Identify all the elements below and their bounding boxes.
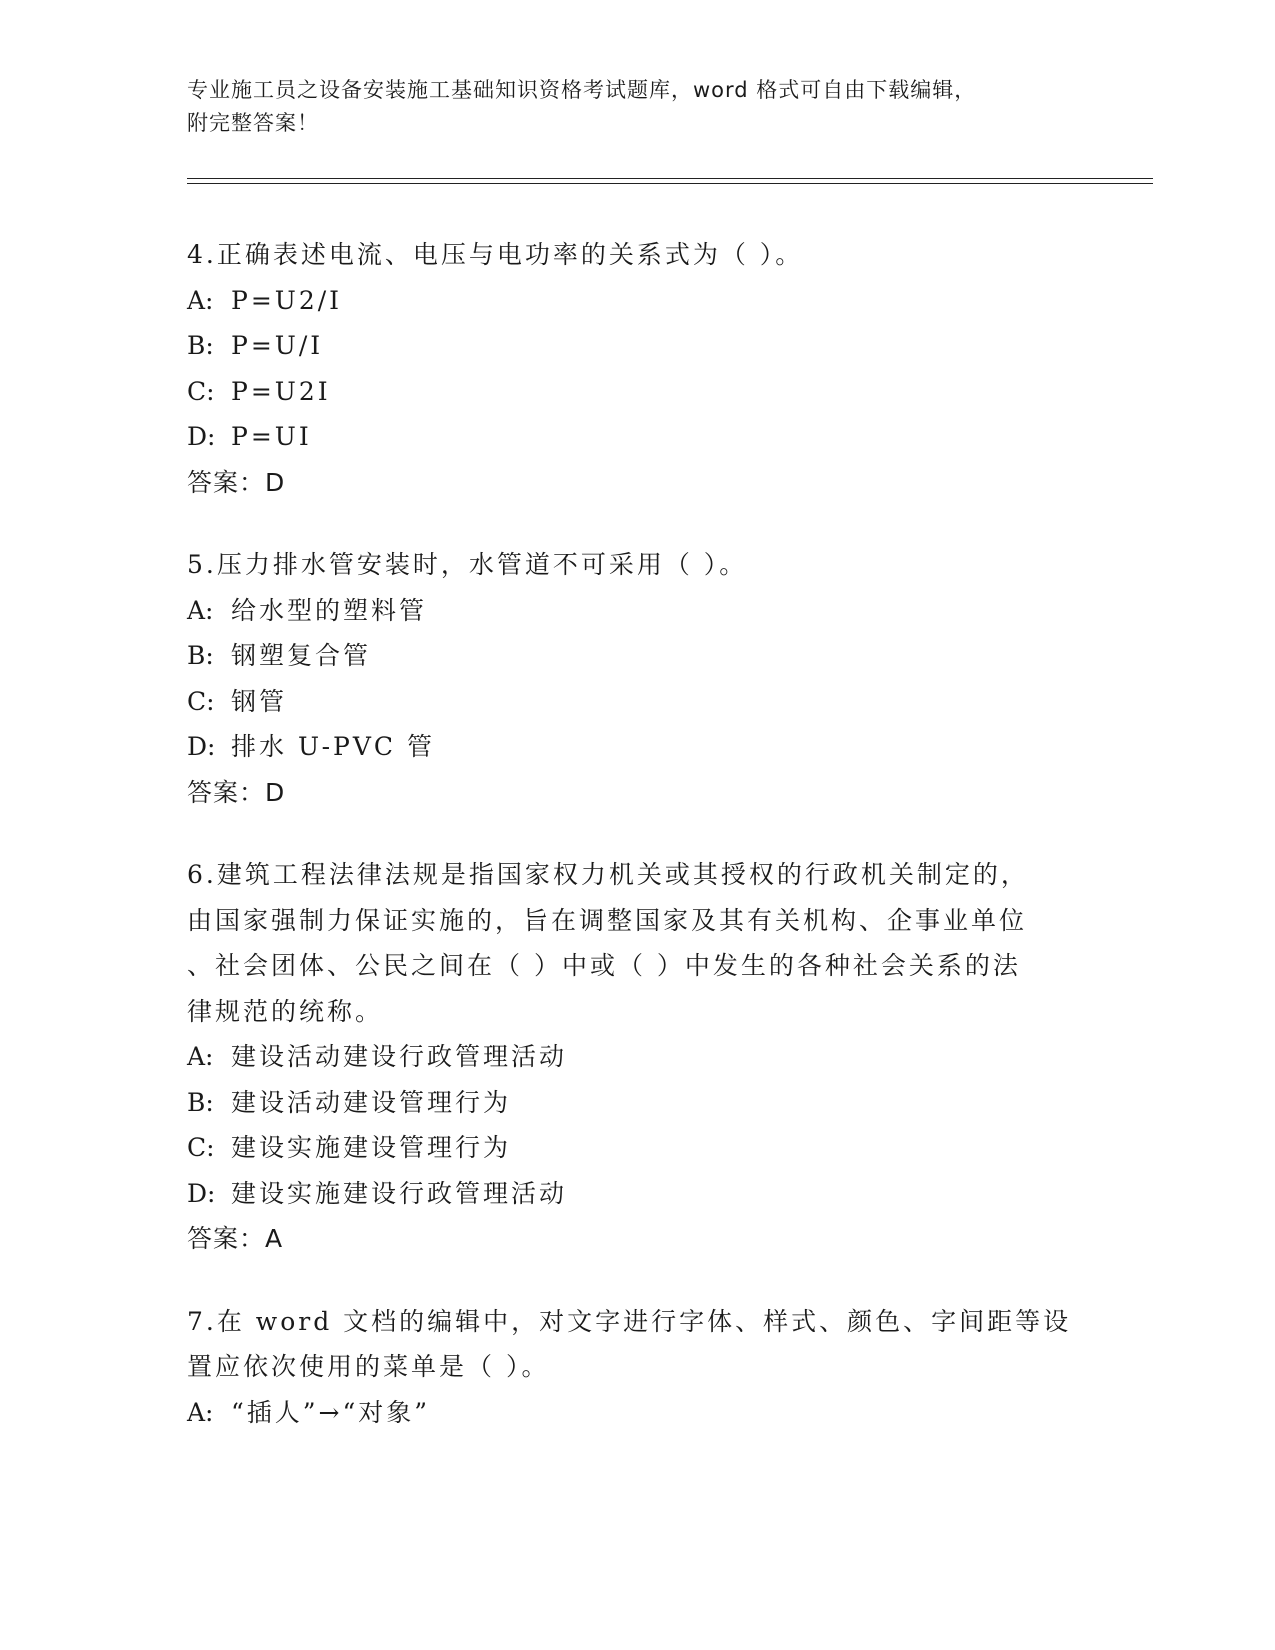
option-letter: A:: [187, 1042, 214, 1071]
option-letter: C:: [187, 376, 215, 406]
option-text: 钢塑复合管: [231, 641, 372, 670]
option-letter: B:: [187, 331, 214, 360]
option-c: [187, 369, 1087, 415]
option-text: 给水型的塑料管: [231, 595, 428, 625]
option-letter: D:: [187, 732, 216, 761]
option-a: [187, 588, 1087, 634]
option-b: [187, 633, 1087, 679]
option-d: [187, 1171, 1087, 1217]
option-text: 钢管: [231, 686, 288, 716]
header-divider-bottom: [187, 183, 1153, 184]
option-text: 建设实施建设管理行为: [231, 1133, 512, 1162]
answer-line: 答案：A: [187, 1224, 284, 1253]
document-header: [187, 74, 1087, 140]
option-letter: B:: [187, 641, 214, 670]
option-a: [187, 1390, 1087, 1436]
header-line-1: 专业施工员之设备安装施工基础知识资格考试题库，word 格式可自由下载编辑，: [187, 78, 977, 102]
option-text: P=U/I: [231, 331, 324, 360]
question-stem-line: 6.建筑工程法律法规是指国家权力机关或其授权的行政机关制定的，: [187, 860, 1029, 889]
option-letter: A:: [187, 285, 214, 315]
header-line-2: 附完整答案！: [187, 111, 319, 135]
option-letter: D:: [187, 422, 216, 451]
header-divider-top: [187, 178, 1153, 179]
option-d: [187, 724, 1087, 770]
option-a: [187, 1034, 1087, 1080]
question-stem-line: 7.在 word 文档的编辑中，对文字进行字体、样式、颜色、字间距等设: [187, 1306, 1072, 1336]
option-letter: A:: [187, 1397, 214, 1427]
answer-line: 答案：D: [187, 777, 286, 807]
option-text: 建设活动建设行政管理活动: [231, 1042, 568, 1071]
option-text: “插人”→“对象”: [231, 1397, 431, 1427]
option-letter: B:: [187, 1087, 214, 1117]
option-text: 排水 U-PVC 管: [231, 732, 435, 761]
option-text: 建设活动建设管理行为: [231, 1087, 512, 1117]
option-b: [187, 323, 1087, 369]
question-stem: 4.正确表述电流、电压与电功率的关系式为（ ）。: [187, 240, 804, 269]
question-stem-line: 、社会团体、公民之间在（ ）中或（ ）中发生的各种社会关系的法: [187, 951, 1021, 980]
question-7: [187, 1299, 1087, 1436]
question-stem: 5.压力排水管安装时，水管道不可采用（ ）。: [187, 550, 748, 579]
option-text: 建设实施建设行政管理活动: [231, 1178, 568, 1208]
option-letter: A:: [187, 595, 214, 625]
option-d: [187, 414, 1087, 460]
option-text: P=UI: [231, 422, 312, 451]
question-4: [187, 232, 1087, 505]
option-letter: D:: [187, 1178, 216, 1208]
question-stem-line: 由国家强制力保证实施的，旨在调整国家及其有关机构、企事业单位: [187, 905, 1028, 935]
question-stem-line: 置应依次使用的菜单是（ ）。: [187, 1352, 550, 1381]
option-c: [187, 679, 1087, 725]
option-a: [187, 278, 1087, 324]
question-6: [187, 852, 1087, 1262]
option-b: [187, 1080, 1087, 1126]
option-text: P=U2I: [231, 376, 331, 406]
answer-line: 答案：D: [187, 467, 286, 497]
question-list: [187, 232, 1087, 1472]
option-text: P=U2/I: [231, 285, 343, 315]
question-stem-line: 律规范的统称。: [187, 996, 384, 1026]
option-letter: C:: [187, 686, 215, 716]
question-5: [187, 542, 1087, 815]
option-c: [187, 1125, 1087, 1171]
option-letter: C:: [187, 1133, 215, 1162]
